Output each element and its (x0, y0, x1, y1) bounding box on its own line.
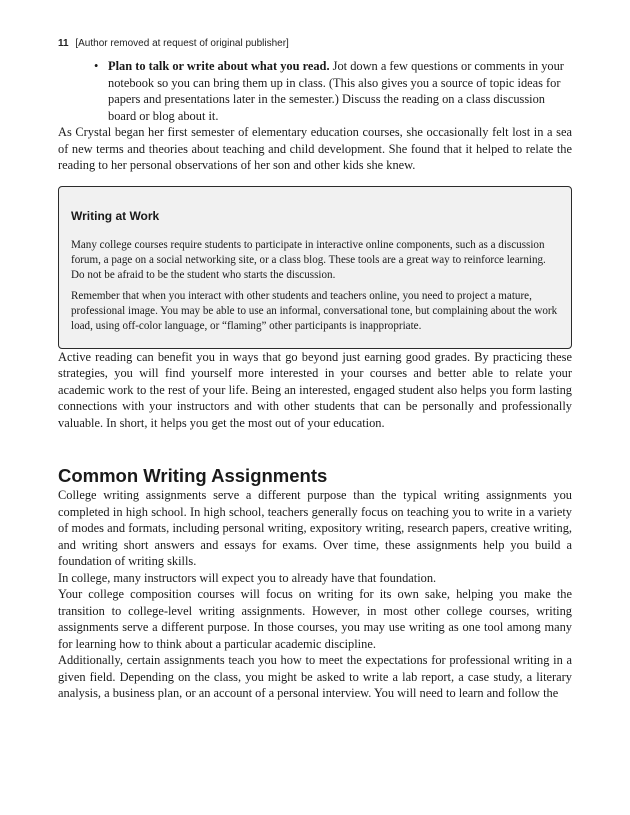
callout-title: Writing at Work (71, 208, 160, 223)
running-header (58, 38, 289, 49)
list-item (108, 58, 572, 124)
bullet-list (58, 58, 572, 124)
callout-paragraph: Remember that when you interact with other students and teachers online, you need to project a mature, professional image. You may be able to use an informal, conversational tone, but complaining about the work load, using off-color language, or “flaming” other participants is inappropriate. (71, 289, 558, 332)
bullet-lead-text: Plan to talk or write about what you read. (108, 59, 330, 73)
page-content (58, 58, 572, 702)
bullet-body-text: Jot down a few questions or comments in your notebook so you can bring them up in class. (This also gives you a source of topic ideas for papers and presentations later in the semester.) Discuss the reading on a class discussion board or blog about it. (108, 59, 564, 123)
callout-paragraph: Many college courses require students to participate in interactive online components, such as a discussion forum, a page on a social networking site, or a class blog. These tools are a great way to reinforce learning. Do not be afraid to be the student who starts the discussion. (71, 238, 546, 281)
page-number: 11 (58, 38, 69, 49)
writing-at-work-callout (58, 186, 572, 349)
running-title: [Author removed at request of original publisher] (75, 38, 289, 49)
section-heading: Common Writing Assignments (58, 465, 328, 486)
section-paragraph: Your college composition courses will focus on writing for its own sake, helping you make the transition to college-level writing assignments. However, in most other college courses, writing assignments serve a different purpose. In those courses, you may use writing as one tool among many for learning how to think about a particular academic discipline. (58, 587, 572, 651)
paragraph-active-reading: Active reading can benefit you in ways that go beyond just earning good grades. By practicing these strategies, you will find yourself more interested in your courses and better able to relate your academic work to the rest of your life. Being an interested, engaged student also helps you form lasting connections with your instructors and with other students that can be personally and professionally valuable. In short, it helps you get the most out of your education. (58, 349, 572, 430)
section-paragraph: Additionally, certain assignments teach you how to meet the expectations for professional writing in a given field. Depending on the class, you might be asked to write a lab report, a case study, a literary analysis, a business plan, or an account of a personal interview. You will need to learn and follow the (58, 653, 572, 700)
section-paragraph: College writing assignments serve a different purpose than the typical writing assignments you completed in high school. In high school, teachers generally focus on teaching you to write in a variety of modes and formats, including personal writing, expository writing, research papers, creative writing, and writing short answers and essays for exams. Over time, these assignments help you build a foundation of writing skills. (58, 488, 572, 568)
paragraph-crystal: As Crystal began her first semester of elementary education courses, she occasionally felt lost in a sea of new terms and theories about teaching and child development. She found that it helped to relate the reading to her personal observations of her son and other kids she knew. (58, 125, 572, 172)
section-paragraph: In college, many instructors will expect you to already have that foundation. (58, 570, 437, 585)
